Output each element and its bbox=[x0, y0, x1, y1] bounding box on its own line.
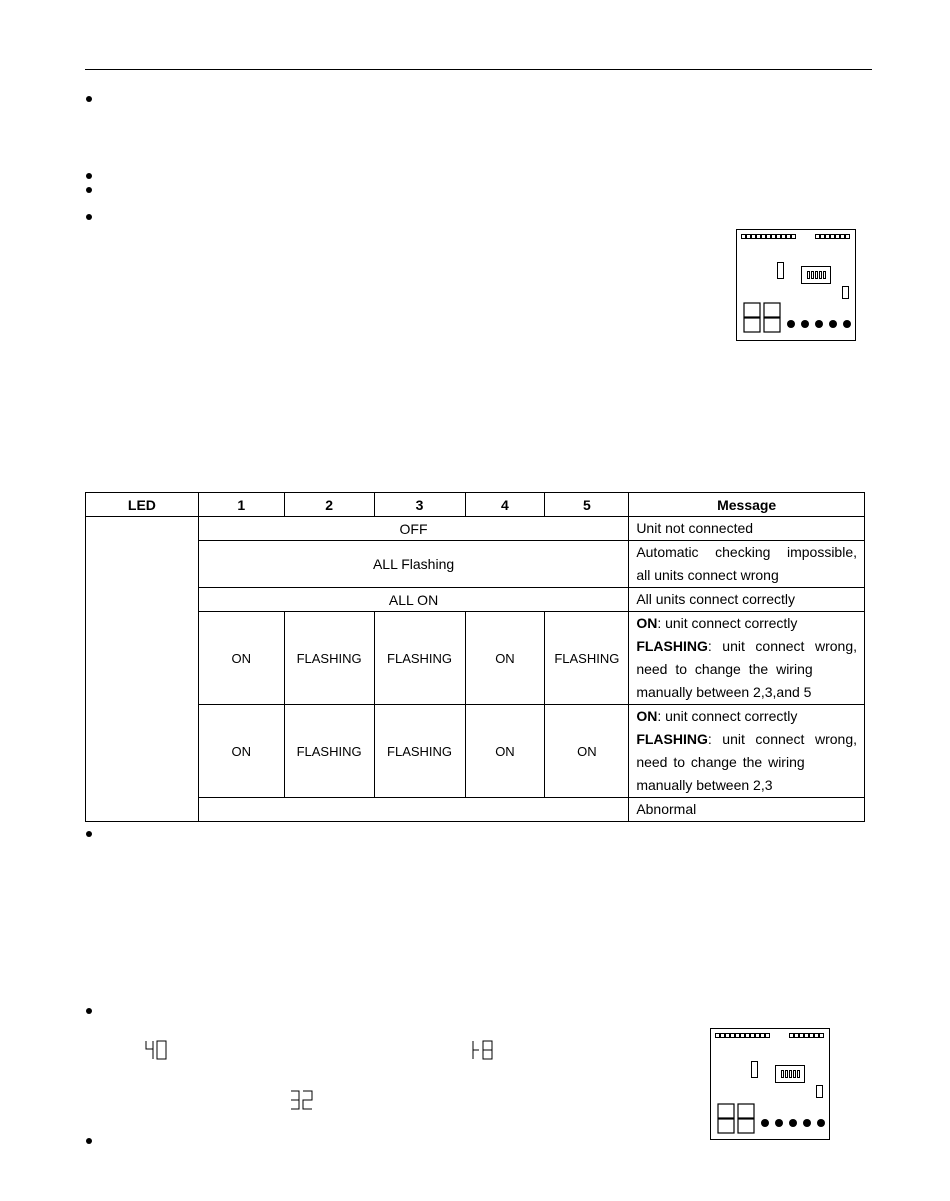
pcb-jumper-small bbox=[842, 286, 849, 299]
table-row bbox=[86, 612, 865, 705]
led-2 bbox=[775, 1119, 783, 1127]
case-a-led-3: FLASHING bbox=[374, 612, 465, 705]
message-line bbox=[636, 612, 857, 635]
table-row bbox=[86, 705, 865, 798]
pcb-connector-left bbox=[715, 1033, 770, 1038]
bullet-2 bbox=[86, 173, 92, 179]
message-line: manually between 2,3 bbox=[636, 777, 773, 793]
flashing-text: : unit connect wrong, bbox=[707, 638, 857, 654]
header-led-5: 5 bbox=[545, 493, 629, 517]
header-rule bbox=[85, 69, 872, 70]
header-led: LED bbox=[86, 493, 199, 517]
on-label: ON bbox=[636, 615, 658, 631]
bullet-4 bbox=[86, 214, 92, 220]
flashing-label: FLASHING bbox=[636, 731, 708, 747]
case-b-led-1: ON bbox=[198, 705, 284, 798]
message-line: Automatic checking impossible, bbox=[636, 544, 857, 560]
led-4 bbox=[803, 1119, 811, 1127]
status-all-flashing: ALL Flashing bbox=[198, 541, 629, 588]
dip-switch bbox=[801, 266, 831, 284]
case-b-led-3: FLASHING bbox=[374, 705, 465, 798]
message-line: manually between 2,3,and 5 bbox=[636, 684, 812, 700]
led-5 bbox=[817, 1119, 825, 1127]
bullet-1 bbox=[86, 96, 92, 102]
display-code-40: 40 bbox=[144, 1040, 146, 1041]
status-abnormal bbox=[198, 798, 629, 822]
table-row bbox=[86, 588, 865, 612]
on-text: : unit connect correctly bbox=[657, 708, 798, 724]
case-a-led-4: ON bbox=[465, 612, 545, 705]
display-code-18-icon bbox=[470, 1040, 494, 1060]
display-code-40-icon bbox=[144, 1040, 168, 1060]
status-all-on: ALL ON bbox=[198, 588, 629, 612]
led-3 bbox=[789, 1119, 797, 1127]
seven-segment-display bbox=[717, 1103, 757, 1135]
message-line bbox=[636, 728, 857, 751]
message-case-b bbox=[629, 705, 865, 798]
case-b-led-5: ON bbox=[545, 705, 629, 798]
flashing-text: : unit connect wrong, bbox=[707, 731, 857, 747]
pcb-jumper bbox=[751, 1061, 758, 1078]
header-led-1: 1 bbox=[198, 493, 284, 517]
bullet-6 bbox=[86, 1008, 92, 1014]
display-code-32-icon bbox=[290, 1090, 314, 1110]
bullet-7 bbox=[86, 1138, 92, 1144]
case-a-led-2: FLASHING bbox=[284, 612, 374, 705]
header-led-2: 2 bbox=[284, 493, 374, 517]
table-row bbox=[86, 541, 865, 588]
table-row bbox=[86, 517, 865, 541]
bullet-5 bbox=[86, 831, 92, 837]
dip-switch bbox=[775, 1065, 805, 1083]
pcb-jumper-small bbox=[816, 1085, 823, 1098]
table-row bbox=[86, 798, 865, 822]
display-code-32: 32 bbox=[290, 1090, 292, 1091]
case-a-led-5: FLASHING bbox=[545, 612, 629, 705]
case-b-led-2: FLASHING bbox=[284, 705, 374, 798]
led-status-table bbox=[85, 492, 865, 822]
led-1 bbox=[761, 1119, 769, 1127]
header-led-3: 3 bbox=[374, 493, 465, 517]
case-b-led-4: ON bbox=[465, 705, 545, 798]
flashing-label: FLASHING bbox=[636, 638, 708, 654]
table-header-row bbox=[86, 493, 865, 517]
case-a-led-1: ON bbox=[198, 612, 284, 705]
message-line bbox=[636, 635, 857, 658]
message-line: need to change the wiring bbox=[636, 661, 813, 677]
pcb-diagram-bottom bbox=[710, 1028, 830, 1140]
message-case-a bbox=[629, 612, 865, 705]
pcb-connector-right bbox=[789, 1033, 824, 1038]
status-off: OFF bbox=[198, 517, 629, 541]
pcb-diagram-top bbox=[736, 229, 856, 341]
message-all-flashing bbox=[629, 541, 865, 588]
on-text: : unit connect correctly bbox=[657, 615, 798, 631]
header-message: Message bbox=[629, 493, 865, 517]
display-code-18: 18 bbox=[470, 1040, 472, 1041]
led-label-cell bbox=[86, 517, 199, 822]
led-4 bbox=[829, 320, 837, 328]
pcb-connector-left bbox=[741, 234, 796, 239]
message-line: need to change the wiring bbox=[636, 754, 805, 770]
message-line: all units connect wrong bbox=[636, 567, 779, 583]
led-2 bbox=[801, 320, 809, 328]
led-3 bbox=[815, 320, 823, 328]
seven-segment-display bbox=[743, 302, 783, 334]
message-off: Unit not connected bbox=[629, 517, 865, 541]
header-led-4: 4 bbox=[465, 493, 545, 517]
message-abnormal: Abnormal bbox=[629, 798, 865, 822]
led-1 bbox=[787, 320, 795, 328]
led-5 bbox=[843, 320, 851, 328]
pcb-connector-right bbox=[815, 234, 850, 239]
bullet-3 bbox=[86, 187, 92, 193]
on-label: ON bbox=[636, 708, 658, 724]
message-all-on: All units connect correctly bbox=[629, 588, 865, 612]
pcb-jumper bbox=[777, 262, 784, 279]
message-line bbox=[636, 705, 857, 728]
